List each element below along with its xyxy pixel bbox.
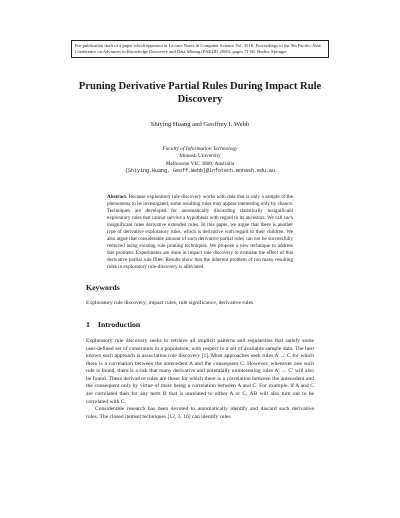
keywords-heading: Keywords xyxy=(86,283,120,292)
paper-title: Pruning Derivative Partial Rules During Impact Rule Discovery xyxy=(78,81,322,105)
author-email: {Shiying.Huang, Geoff.Webb}@infotech.monash.edu.au xyxy=(124,168,276,175)
introduction-body xyxy=(86,338,314,421)
paragraph: Considerable research has been devoted to automatically identify and discard such derivative rules. The closed itemset techniques [12, 3, 16] can identify rules xyxy=(86,406,314,420)
affiliation-university: Monash University xyxy=(179,153,221,160)
publication-notice-text: Pre-publication draft of a paper which appeared in Lecture Notes in Computer Science Vol. 3518: Proceedings of the 9th Pacific-Asia Conference on Advances in Knowledge Discovery and Data Mining (PAKDD 2005), pages 71-80. Berlin: Springer xyxy=(75,43,321,55)
abstract-text: Because exploratory rule discovery works with data that is only a sample of the phenomena to be investigated, some resulting rules may appear interesting only by chance. Techniques are developed for automatically discarding statistically insignificant exploratory rules that cannot survive a hypothesis with regard to its ancestors. We call such insignificant rules derivative extended rules. In this paper, we argue that there is another type of derivative exploratory rules, which is derivative with regard to their children. We also argue that considerable amount of such derivative partial rules can not be successfully removed using existing rule pruning techniques. We propose a new technique to address this problem. Experiments are done in impact rule discovery to evaluate the effect of this derivative partial rule filter. Results show that the inherent problem of too many resulting rules in exploratory rule-discovery is alleviated. xyxy=(107,194,293,270)
affiliation-faculty: Faculty of Information Technology xyxy=(162,146,238,152)
authors-line: Shiying Huang and Geoffrey I. Webb xyxy=(150,121,250,128)
affiliation-city: Melbourne VIC 3800, Australia xyxy=(165,160,235,167)
section-heading-introduction xyxy=(86,320,140,329)
paragraph: Exploratory rule discovery seeks to retrieve all implicit patterns and regularities that satisfy some user-defined set of constraints in a population, with respect to a set of available sample data. The best known such approach is association rule discovery [1]. Most approaches seek rules A → C for which there is a correlation between the antecedent A and the consequent C. However, whenever one such rule is found, there is a risk that many derivative and potentially uninteresting rules A′ → C′ will also be found. These derivative rules are those for which there is a correlation between the antecedent and the consequent only by virtue of there being a correlation between A and C. For example, if A and C are correlated then for any term B that is unrelated to either A or C, AB will also turn out to be correlated with C. xyxy=(86,338,314,405)
affiliation-block xyxy=(60,146,340,176)
abstract-label: Abstract. xyxy=(107,194,128,200)
section-number: 1 xyxy=(86,320,90,329)
keywords-text: Exploratory rule discovery, impact rules, rule significance, derivative rules xyxy=(86,300,254,306)
publication-notice-box xyxy=(71,40,329,58)
abstract-block xyxy=(107,194,293,270)
section-title: Introduction xyxy=(97,320,141,329)
